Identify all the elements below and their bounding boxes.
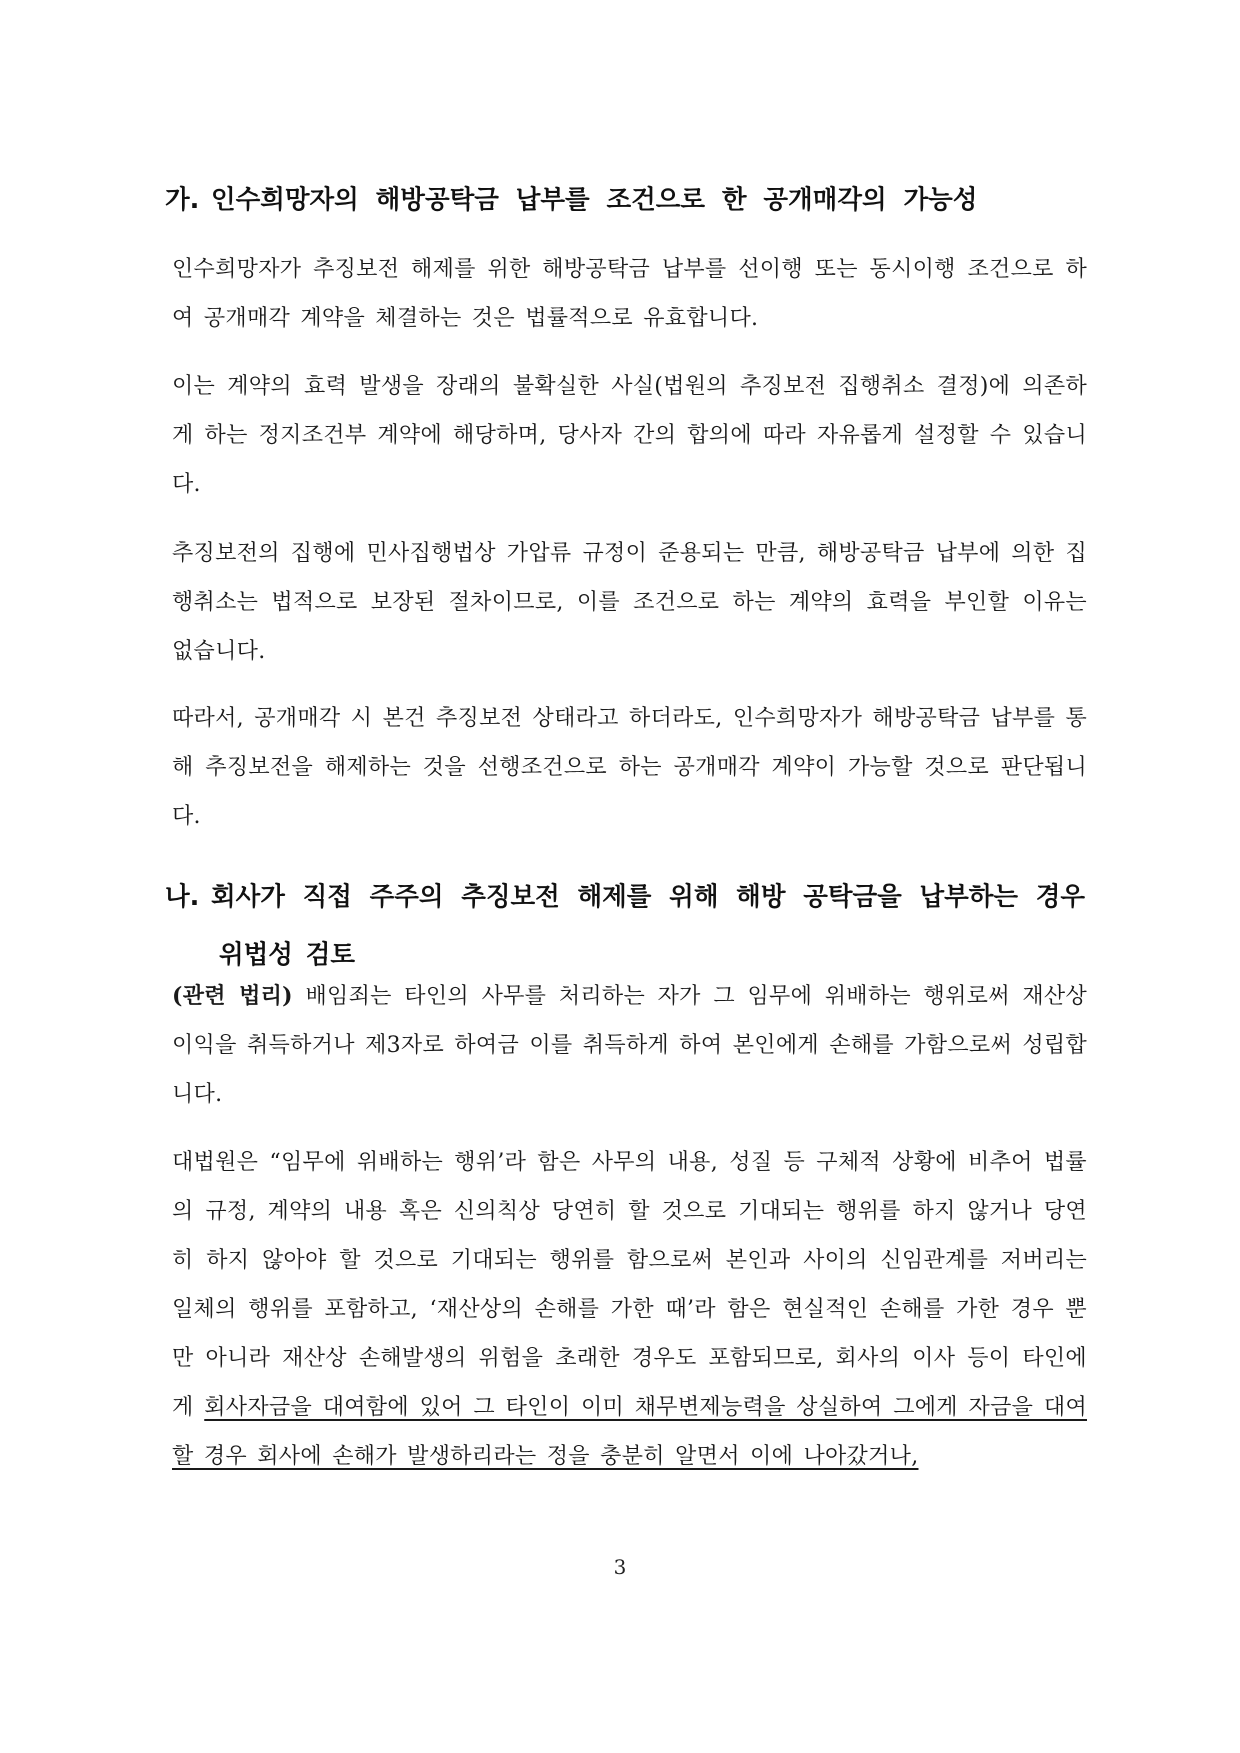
section-b-title-line-1: 회사가 직접 주주의 추징보전 해제를 위해 해방 공탁금을 납부하는 경우 <box>211 882 1085 912</box>
related-law-label: (관련 법리) <box>172 983 293 1009</box>
section-a-marker: 가. <box>165 185 200 215</box>
section-a-paragraph-2: 이는 계약의 효력 발생을 장래의 불확실한 사실(법원의 추징보전 집행취소 결정)에 의존하게 하는 정지조건부 계약에 해당하며, 당사자 간의 합의에 따라 자유롭게 설정할 수 있습니다. <box>172 374 1087 497</box>
page-number: 3 <box>613 1555 627 1579</box>
section-a-paragraph-3: 추징보전의 집행에 민사집행법상 가압류 규정이 준용되는 만큼, 해방공탁금 납부에 의한 집행취소는 법적으로 보장된 절차이므로, 이를 조건으로 하는 계약의 효력을 부인할 이유는 없습니다. <box>172 541 1087 664</box>
section-b-title-line-2: 위법성 검토 <box>219 940 356 970</box>
section-a-paragraph-4: 따라서, 공개매각 시 본건 추징보전 상태라고 하더라도, 인수희망자가 해방공탁금 납부를 통해 추징보전을 해제하는 것을 선행조건으로 하는 공개매각 계약이 가능할 것으로 판단됩니다. <box>172 706 1087 829</box>
underlined-passage: 회사자금을 대여함에 있어 그 타인이 이미 채무변제능력을 상실하여 그에게 자금을 대여할 경우 회사에 손해가 발생하리라는 정을 충분히 알면서 이에 나아갔거나, <box>172 1395 1087 1469</box>
section-a-title: 인수희망자의 해방공탁금 납부를 조건으로 한 공개매각의 가능성 <box>211 185 978 215</box>
section-b-marker: 나. <box>165 882 200 912</box>
section-b-paragraph-2 <box>172 1138 1087 1481</box>
section-b-paragraph-1 <box>172 972 1087 1119</box>
section-a-paragraph-1: 인수희망자가 추징보전 해제를 위한 해방공탁금 납부를 선이행 또는 동시이행 조건으로 하여 공개매각 계약을 체결하는 것은 법률적으로 유효합니다. <box>172 257 1087 331</box>
section-b-paragraph-2-text: 대법원은 “임무에 위배하는 행위’라 함은 사무의 내용, 성질 등 구체적 상황에 비추어 법률의 규정, 계약의 내용 혹은 신의칙상 당연히 할 것으로 기대되는 행위를 하지 않거나 당연히 하지 않아야 할 것으로 기대되는 행위를 함으로써 본인과 사이의 신임관계를 저버리는 일체의 행위를 포함하고, ‘재산상의 손해를 가한 때’라 함은 현실적인 손해를 가한 경우 뿐 만 아니라 재산상 손해발생의 위험을 초래한 경우도 포함되므로, 회사의 이사 등이 타인에게 <box>172 1150 1087 1420</box>
section-a-heading <box>165 180 977 216</box>
section-b-heading <box>165 868 1085 984</box>
section-b-paragraph-1-text: 배임죄는 타인의 사무를 처리하는 자가 그 임무에 위배하는 행위로써 재산상 이익을 취득하거나 제3자로 하여금 이를 취득하게 하여 본인에게 손해를 가함으로써 성립합니다. <box>172 984 1088 1107</box>
